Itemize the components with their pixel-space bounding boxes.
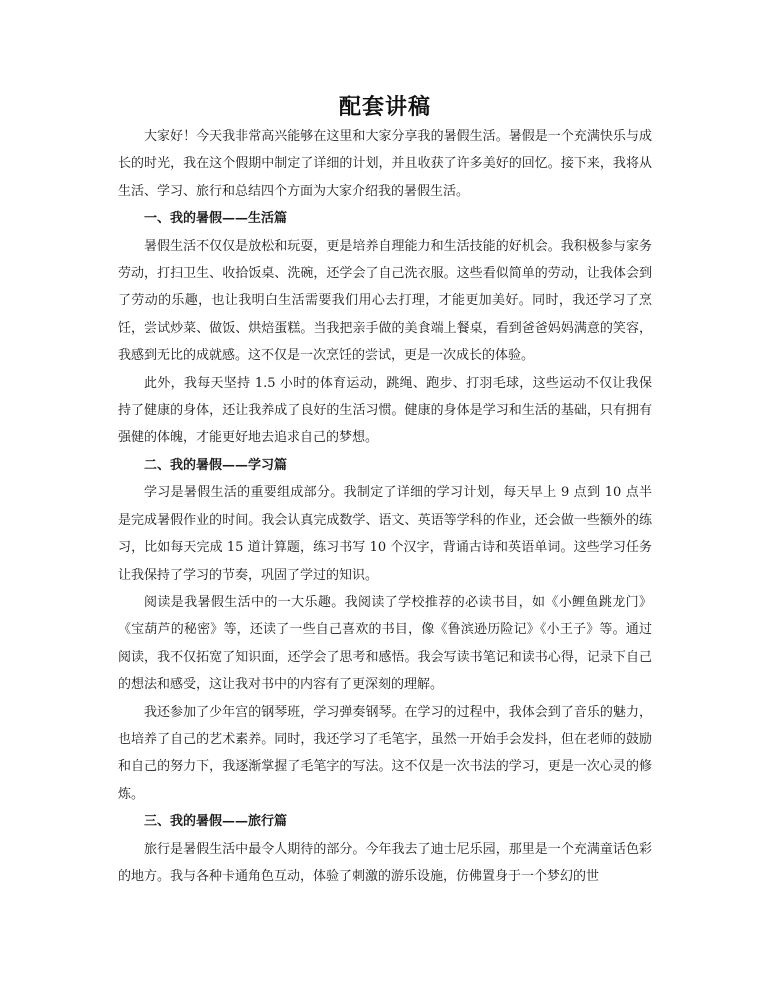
- study-paragraph-3: 我还参加了少年宫的钢琴班，学习弹奏钢琴。在学习的过程中，我体会到了音乐的魅力，也培养了自己的艺术素养。同时，我还学习了毛笔字，虽然一开始手会发抖，但在老师的鼓励和自己的努力下，我逐渐掌握了毛笔字的写法。这不仅是一次书法的学习，更是一次心灵的修炼。: [118, 704, 652, 802]
- intro-paragraph: 大家好！今天我非常高兴能够在这里和大家分享我的暑假生活。暑假是一个充满快乐与成长的时光，我在这个假期中制定了详细的计划，并且收获了许多美好的回忆。接下来，我将从生活、学习、旅行和总结四个方面为大家介绍我的暑假生活。: [118, 129, 652, 199]
- travel-paragraph-1: 旅行是暑假生活中最令人期待的部分。今年我去了迪士尼乐园，那里是一个充满童话色彩的地方。我与各种卡通角色互动，体验了刺激的游乐设施，仿佛置身于一个梦幻的世: [118, 841, 652, 884]
- section-heading-life: 一、我的暑假——生活篇: [144, 211, 288, 227]
- life-paragraph-1: 暑假生活不仅仅是放松和玩耍，更是培养自理能力和生活技能的好机会。我积极参与家务劳动，打扫卫生、收拾饭桌、洗碗，还学会了自己洗衣服。这些看似简单的劳动，让我体会到了劳动的乐趣，也让我明白生活需要我们用心去打理，才能更加美好。同时，我还学习了烹饪，尝试炒菜、做饭、烘焙蛋糕。当我把亲手做的美食端上餐桌，看到爸爸妈妈满意的笑容，我感到无比的成就感。这不仅是一次烹饪的尝试，更是一次成长的体验。: [118, 238, 652, 364]
- study-paragraph-1: 学习是暑假生活的重要组成部分。我制定了详细的学习计划，每天早上 9 点到 10 点半是完成暑假作业的时间。我会认真完成数学、语文、英语等学科的作业，还会做一些额外的练习，比如每天完成 15 道计算题，练习书写 10 个汉字，背诵古诗和英语单词。这些学习任务让我保持了学习的节奏，巩固了学过的知识。: [118, 485, 652, 583]
- document-title: 配套讲稿: [338, 94, 431, 120]
- section-heading-travel: 三、我的暑假——旅行篇: [144, 814, 288, 830]
- study-paragraph-2: 阅读是我暑假生活中的一大乐趣。我阅读了学校推荐的必读书目，如《小鲤鱼跳龙门》《宝葫芦的秘密》等，还读了一些自己喜欢的书目，像《鲁滨逊历险记》《小王子》等。通过阅读，我不仅拓宽了知识面，还学会了思考和感悟。我会写读书笔记和读书心得，记录下自己的想法和感受，这让我对书中的内容有了更深刻的理解。: [118, 594, 652, 693]
- life-paragraph-2: 此外，我每天坚持 1.5 小时的体育运动，跳绳、跑步、打羽毛球，这些运动不仅让我保持了健康的身体，还让我养成了良好的生活习惯。健康的身体是学习和生活的基础，只有拥有强健的体魄，才能更好地去追求自己的梦想。: [118, 375, 652, 446]
- document-body: [118, 123, 652, 890]
- section-heading-study: 二、我的暑假——学习篇: [144, 457, 288, 473]
